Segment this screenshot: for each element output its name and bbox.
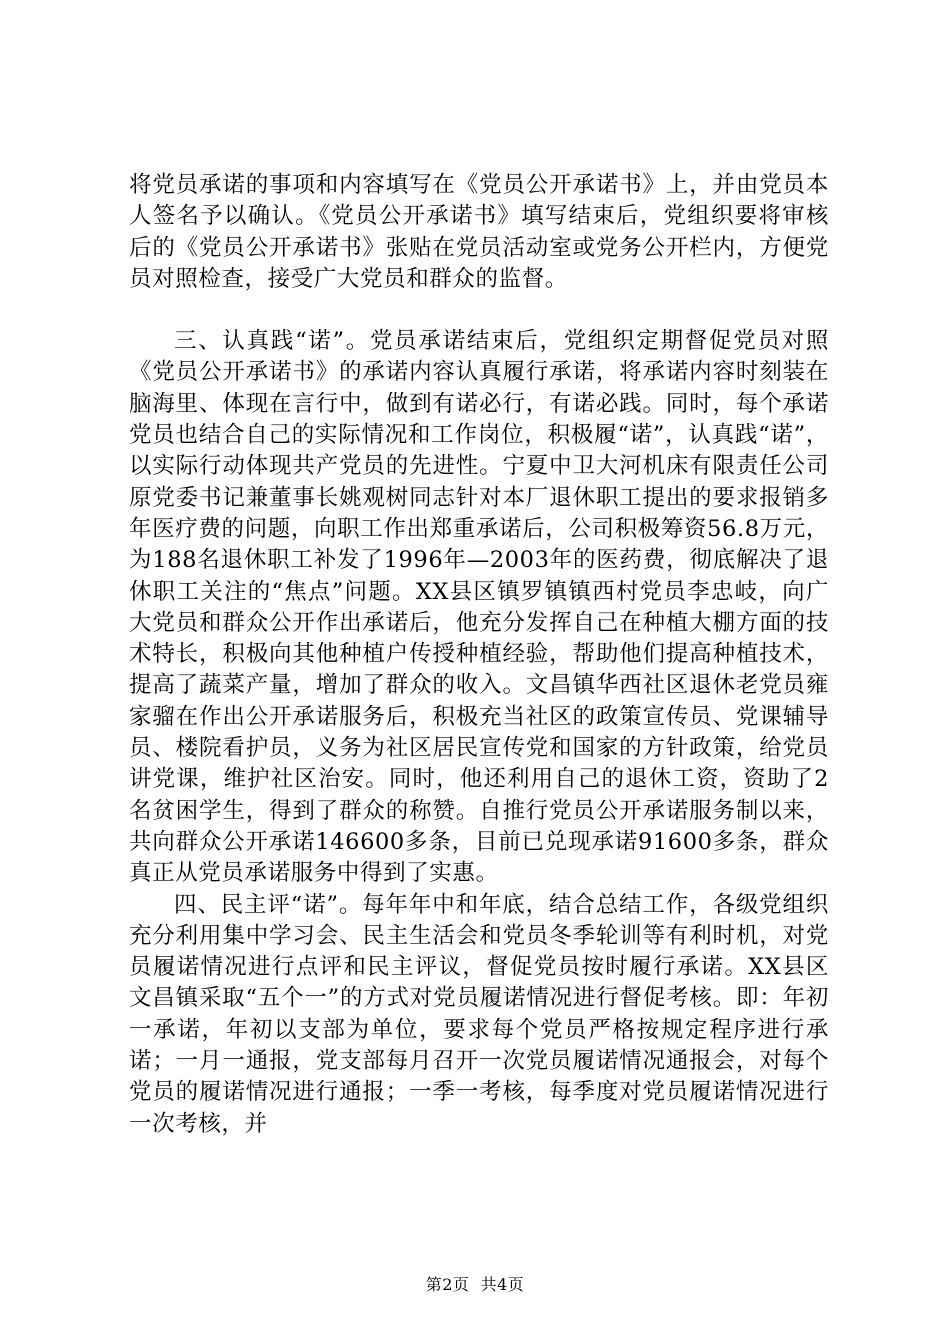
paragraph-intro: 将党员承诺的事项和内容填写在《党员公开承诺书》上，并由党员本人签名予以确认。《党员公开承诺书》填写结束后，党组织要将审核后的《党员公开承诺书》张贴在党员活动室或党务公开栏内，方便党员对照检查，接受广大党员和群众的监督。 <box>129 172 829 292</box>
document-body <box>129 170 829 1140</box>
page-footer <box>0 1272 950 1295</box>
page-number-label: 第2页 共4页 <box>425 1275 525 1294</box>
paragraph-section-three: 三、认真践“诺”。党员承诺结束后，党组织定期督促党员对照《党员公开承诺书》的承诺内容认真履行承诺，将承诺内容时刻装在脑海里、体现在言行中，做到有诺必行，有诺必践。同时，每个承诺党员也结合自己的实际情况和工作岗位，积极履“诺”，认真践“诺”，以实际行动体现共产党员的先进性。宁夏中卫大河机床有限责任公司原党委书记兼董事长姚观树同志针对本厂退休职工提出的要求报销多年医疗费的问题，向职工作出郑重承诺后，公司积极筹资56.8万元，为188名退休职工补发了1996年—2003年的医药费，彻底解决了退休职工关注的“焦点”问题。XX县区镇罗镇镇西村党员李忠岐，向广大党员和群众公开作出承诺后，他充分发挥自己在种植大棚方面的技术特长，积极向其他种植户传授种植经验，帮助他们提高种植技术，提高了蔬菜产量，增加了群众的收入。文昌镇华西社区退休老党员雍家骝在作出公开承诺服务后，积极充当社区的政策宣传员、党课辅导员、楼院看护员，义务为社区居民宣传党和国家的方针政策，给党员讲党课，维护社区治安。同时，他还利用自己的退休工资，资助了2名贫困学生，得到了群众的称赞。自推行党员公开承诺服务制以来，共向群众公开承诺146600多条，目前已兑现承诺91600多条，群众真正从党员承诺服务中得到了实惠。 <box>129 328 829 887</box>
paragraph-section-four: 四、民主评“诺”。每年年中和年底，结合总结工作，各级党组织充分利用集中学习会、民主生活会和党员冬季轮训等有利时机，对党员履诺情况进行点评和民主评议，督促党员按时履行承诺。XX县区文昌镇采取“五个一”的方式对党员履诺情况进行督促考核。即：年初一承诺，年初以支部为单位，要求每个党员严格按规定程序进行承诺；一月一通报，党支部每月召开一次党员履诺情况通报会，对每个党员的履诺情况进行通报；一季一考核，每季度对党员履诺情况进行一次考核，并 <box>129 891 829 1137</box>
